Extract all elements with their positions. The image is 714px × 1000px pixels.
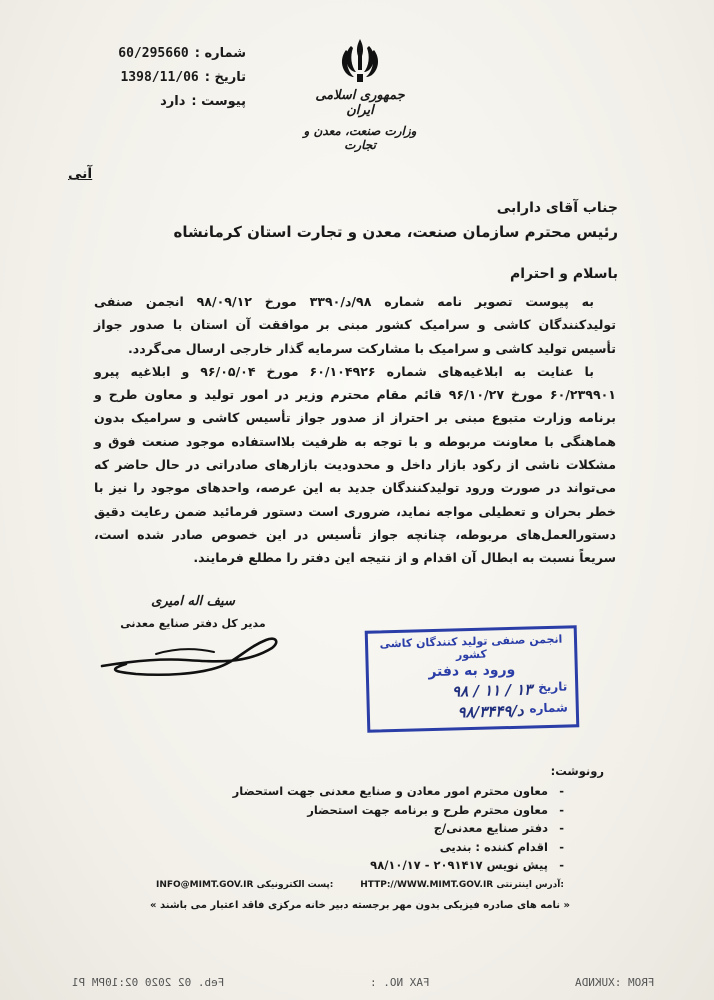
footer-note: « نامه های صادره فیزیکی بدون مهر برجسته دبیر خانه مرکزی فاقد اعتبار می باشند » — [150, 900, 570, 911]
letter-number: شماره : 60/295660 — [118, 46, 246, 61]
stamp-number: ۹۸/د/۳۴۴۹ — [457, 701, 524, 722]
stamp-date: ۹۸ / ۱۱ / ۱۳ — [451, 680, 533, 701]
letter-date: تاریخ : 1398/11/06 — [120, 70, 246, 85]
emblem-ministry: وزارت صنعت، معدن و تجارت — [303, 124, 417, 152]
letter-footer — [150, 880, 570, 911]
greeting: باسلام و احترام — [510, 266, 618, 282]
cc-item: - اقدام کننده : بندیی — [439, 839, 564, 854]
fax-header-line — [0, 968, 714, 996]
cc-item: - پیش نویس ۲۰۹۱۴۱۷ - ۹۸/۱۰/۱۷ — [370, 858, 564, 873]
body-paragraph-1: به پیوست تصویر نامه شماره ۹۸/د/۳۳۹۰ مورخ ۹۸/۰۹/۱۲ انجمن صنفی تولیدکنندگان کاشی و سرامیک کشور مبنی بر موافقت آن استان با صدور جواز تأسیس تولید کاشی و سرامیک با مشارکت سرمایه گذار خارجی ارسال می‌گردد. — [94, 294, 616, 356]
letter-body — [94, 290, 616, 570]
iran-emblem-icon — [338, 36, 382, 84]
emblem-country: جمهوری اسلامی ایران — [315, 88, 405, 118]
cc-item: - معاون محترم طرح و برنامه جهت استحضار — [307, 802, 564, 817]
handwritten-signature — [96, 618, 286, 688]
cc-item: - دفتر صنایع معدنی/ج — [433, 821, 564, 836]
recipient-block — [98, 196, 618, 244]
footer-email: INFO@MIMT.GOV.IR پست الکترونیکی: — [156, 880, 334, 890]
footer-website: HTTP://WWW.MIMT.GOV.IR آدرس اینترنتی: — [360, 880, 564, 890]
signer-title: مدیر کل دفتر صنایع معدنی — [120, 617, 266, 630]
footer-links — [150, 880, 570, 890]
urgency-mark: آنی — [68, 166, 93, 182]
cc-item: - معاون محترم امور معادن و صنایع معدنی جهت استحضار — [232, 784, 564, 799]
recipient-name: جناب آقای دارابی — [496, 200, 618, 216]
fax-number: FAX NO. : — [369, 975, 430, 989]
cc-heading: رونوشت: — [550, 764, 604, 778]
stamp-date-row: تاریخ ۹۸ / ۱۱ / ۱۳ — [451, 679, 568, 701]
fax-date: Feb. 02 2020 02:10PM P1 — [72, 975, 225, 989]
stamp-title: ورود به دفتر — [428, 661, 516, 681]
fax-from: FROM :XUKNDA — [574, 975, 654, 989]
cc-list — [214, 762, 604, 874]
recipient-title: رئیس محترم سازمان صنعت، معدن و تجارت استان کرمانشاه — [173, 223, 618, 241]
letter-meta — [86, 42, 246, 114]
ministry-emblem — [300, 36, 420, 152]
signer-name: سیف اله امیری — [151, 594, 235, 609]
stamp-number-row: شماره ۹۸/د/۳۴۴۹ — [457, 700, 568, 722]
letter-attachment: پیوست : دارد — [160, 94, 246, 109]
body-paragraph-2: با عنایت به ابلاغیه‌های شماره ۶۰/۱۰۴۹۲۶ مورخ ۹۶/۰۵/۰۴ و ابلاغیه پیرو ۶۰/۲۳۹۹۰۱ مورخ ۹۶/۱۰/۲۷ قائم مقام محترم وزیر در امور تولید و معاون طرح و برنامه وزارت متبوع مبنی بر احتراز از صدور جواز تأسیس کاشی و سرامیک بدون هماهنگی با معاونت مربوطه و با توجه به ظرفیت بلااستفاده موجود صنعت فوق و مشکلات ناشی از رکود بازار داخل و محدودیت بازارهای صادراتی در حال حاضر که می‌تواند در صورت ورود تولیدکنندگان جدید به این عرصه، واحدهای موجود را نیز با خطر بحران و تعطیلی مواجه نماید، ضروری است دستور فرمائید ضمن رعایت دقیق دستورالعمل‌های مربوطه، چنانچه جواز تأسیس در این خصوص صادر شده است، سریعاً نسبت به ابطال آن اقدام و از نتیجه این دفتر را مطلع فرمایند. — [94, 363, 616, 566]
stamp-org: انجمن صنفی تولید کنندگان کاشی کشور — [379, 632, 563, 662]
registration-stamp — [365, 625, 580, 733]
